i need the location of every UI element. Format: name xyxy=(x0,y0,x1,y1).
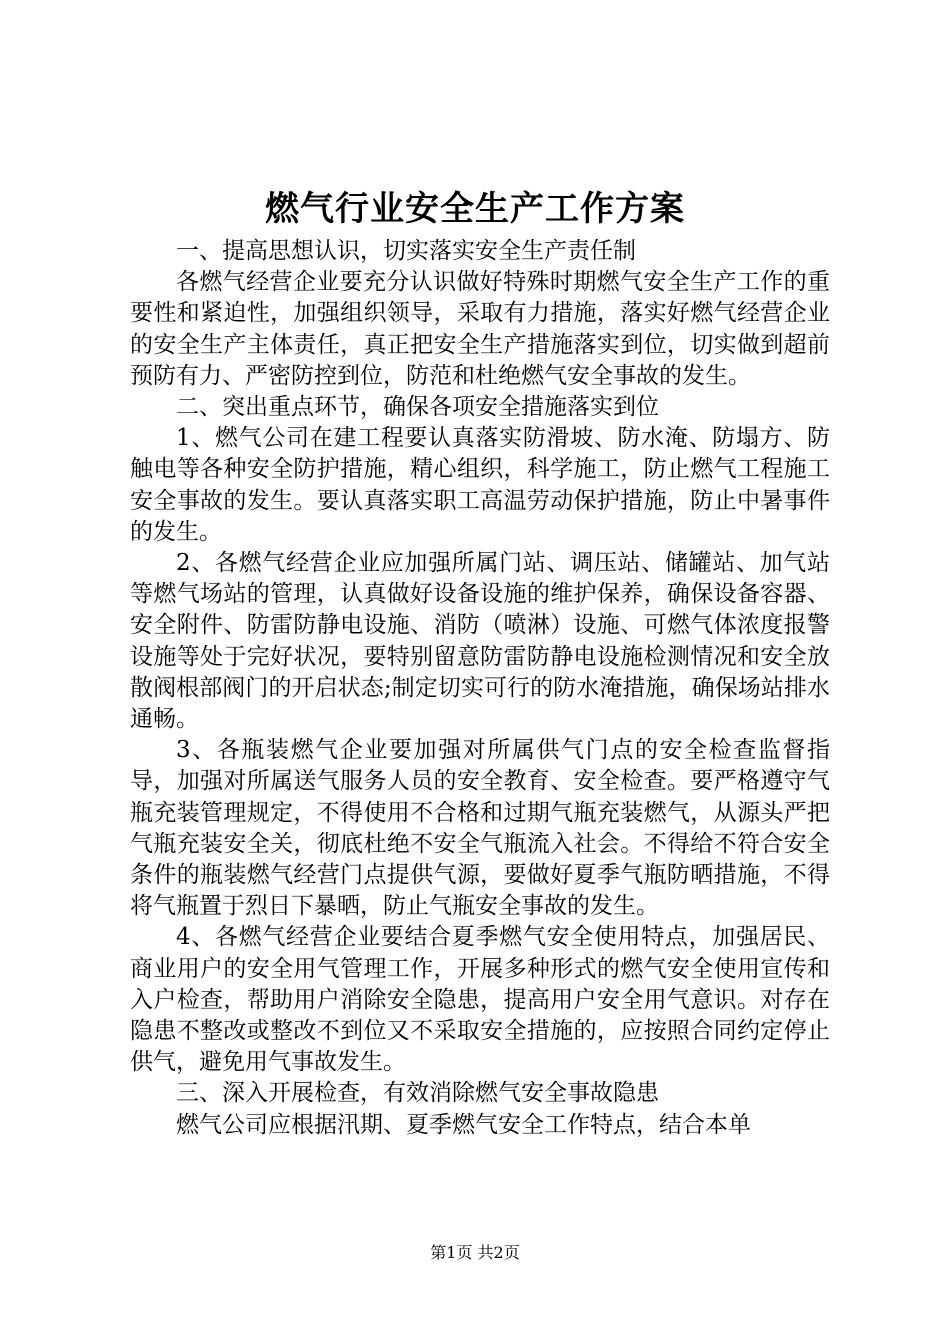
section-heading-1: 一、提高思想认识，切实落实安全生产责任制 xyxy=(176,238,636,264)
section-heading-3: 三、深入开展检查，有效消除燃气安全事故隐患 xyxy=(176,1080,659,1107)
section-heading-2: 二、突出重点环节，确保各项安全措施落实到位 xyxy=(176,394,659,421)
paragraph: 2、各燃气经营企业应加强所属门站、调压站、储罐站、加气站等燃气场站的管理，认真做好设备设施的维护保养，确保设备容器、安全附件、防雷防静电设施、消防（喷淋）设施、可燃气体浓度报警设施等处于完好状况，要特别留意防雷防静电设施检测情况和安全放散阀根部阀门的开启状态;制定切实可行的防水淹措施，确保场站排水通畅。 xyxy=(130,550,830,733)
page-footer: 第1页 共2页 xyxy=(430,1243,520,1262)
document-body xyxy=(130,236,830,1141)
paragraph: 1、燃气公司在建工程要认真落实防滑坡、防水淹、防塌方、防触电等各种安全防护措施，精心组织，科学施工，防止燃气工程施工安全事故的发生。要认真落实职工高温劳动保护措施，防止中暑事件的发生。 xyxy=(130,425,830,545)
paragraph: 3、各瓶装燃气企业要加强对所属供气门点的安全检查监督指导，加强对所属送气服务人员的安全教育、安全检查。要严格遵守气瓶充装管理规定，不得使用不合格和过期气瓶充装燃气，从源头严把气瓶充装安全关，彻底杜绝不安全气瓶流入社会。不得给不符合安全条件的瓶装燃气经营门点提供气源，要做好夏季气瓶防晒措施，不得将气瓶置于烈日下暴晒，防止气瓶安全事故的发生。 xyxy=(130,737,830,920)
document-title: 燃气行业安全生产工作方案 xyxy=(265,189,685,229)
paragraph: 燃气公司应根据汛期、夏季燃气安全工作特点，结合本单 xyxy=(176,1111,751,1138)
paragraph: 各燃气经营企业要充分认识做好特殊时期燃气安全生产工作的重要性和紧迫性，加强组织领导，采取有力措施，落实好燃气经营企业的安全生产主体责任，真正把安全生产措施落实到位，切实做到超前预防有力、严密防控到位，防范和杜绝燃气安全事故的发生。 xyxy=(130,269,830,389)
paragraph: 4、各燃气经营企业要结合夏季燃气安全使用特点，加强居民、商业用户的安全用气管理工作，开展多种形式的燃气安全使用宣传和入户检查，帮助用户消除安全隐患，提高用户安全用气意识。对存在隐患不整改或整改不到位又不采取安全措施的，应按照合同约定停止供气，避免用气事故发生。 xyxy=(130,924,830,1076)
